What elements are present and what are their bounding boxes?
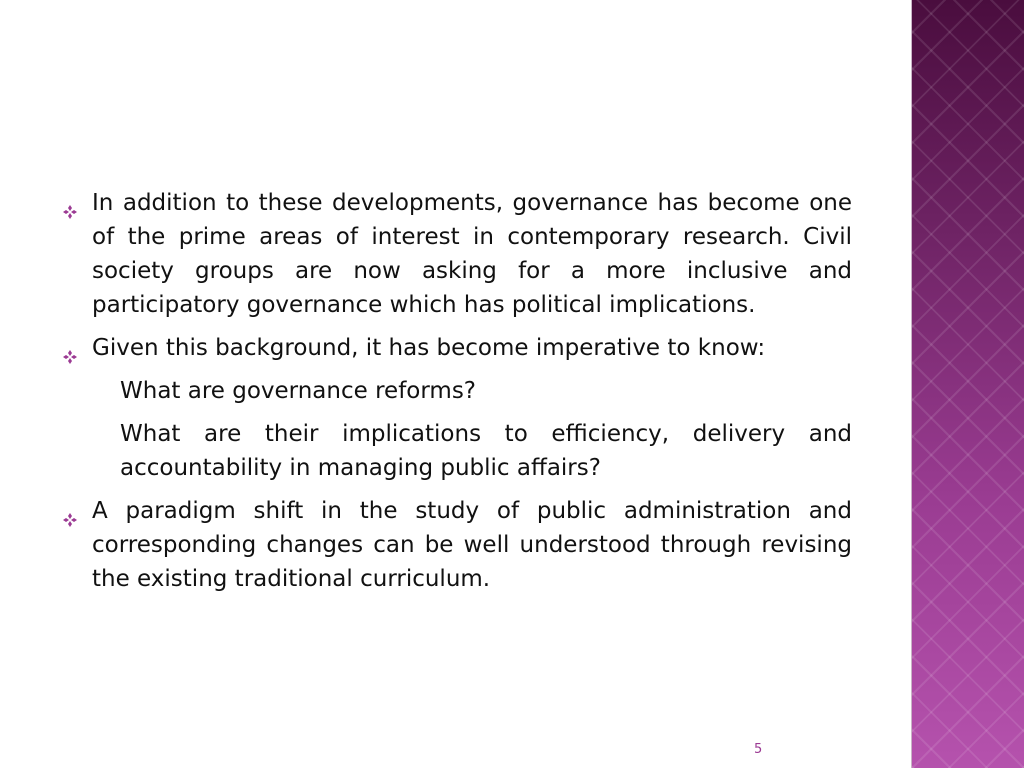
four-diamond-bullet-icon xyxy=(62,341,78,357)
sub-item-text: What are governance reforms? xyxy=(120,378,477,404)
four-diamond-bullet-icon xyxy=(62,504,78,520)
bullet-text: In addition to these developments, governance has become one of the prime areas of interest in contemporary research. Civil society groups are now asking for a more inclusive and participatory governance which has political implications. xyxy=(92,190,852,318)
bullet-text: Given this background, it has become imperative to know: xyxy=(92,335,766,361)
sub-item xyxy=(62,417,852,485)
bullet-item xyxy=(62,494,852,596)
sub-item-text: What are their implications to efficiency, delivery and accountability in managing public affairs? xyxy=(120,421,852,481)
bullet-item xyxy=(62,186,852,322)
sub-item xyxy=(62,374,852,408)
page-number: 5 xyxy=(754,742,763,757)
bullet-text: A paradigm shift in the study of public administration and corresponding changes can be well understood through revising the existing traditional curriculum. xyxy=(92,498,852,592)
slide-body xyxy=(62,186,852,605)
decorative-side-panel xyxy=(912,0,1024,768)
bullet-item xyxy=(62,331,852,365)
four-diamond-bullet-icon xyxy=(62,196,78,212)
